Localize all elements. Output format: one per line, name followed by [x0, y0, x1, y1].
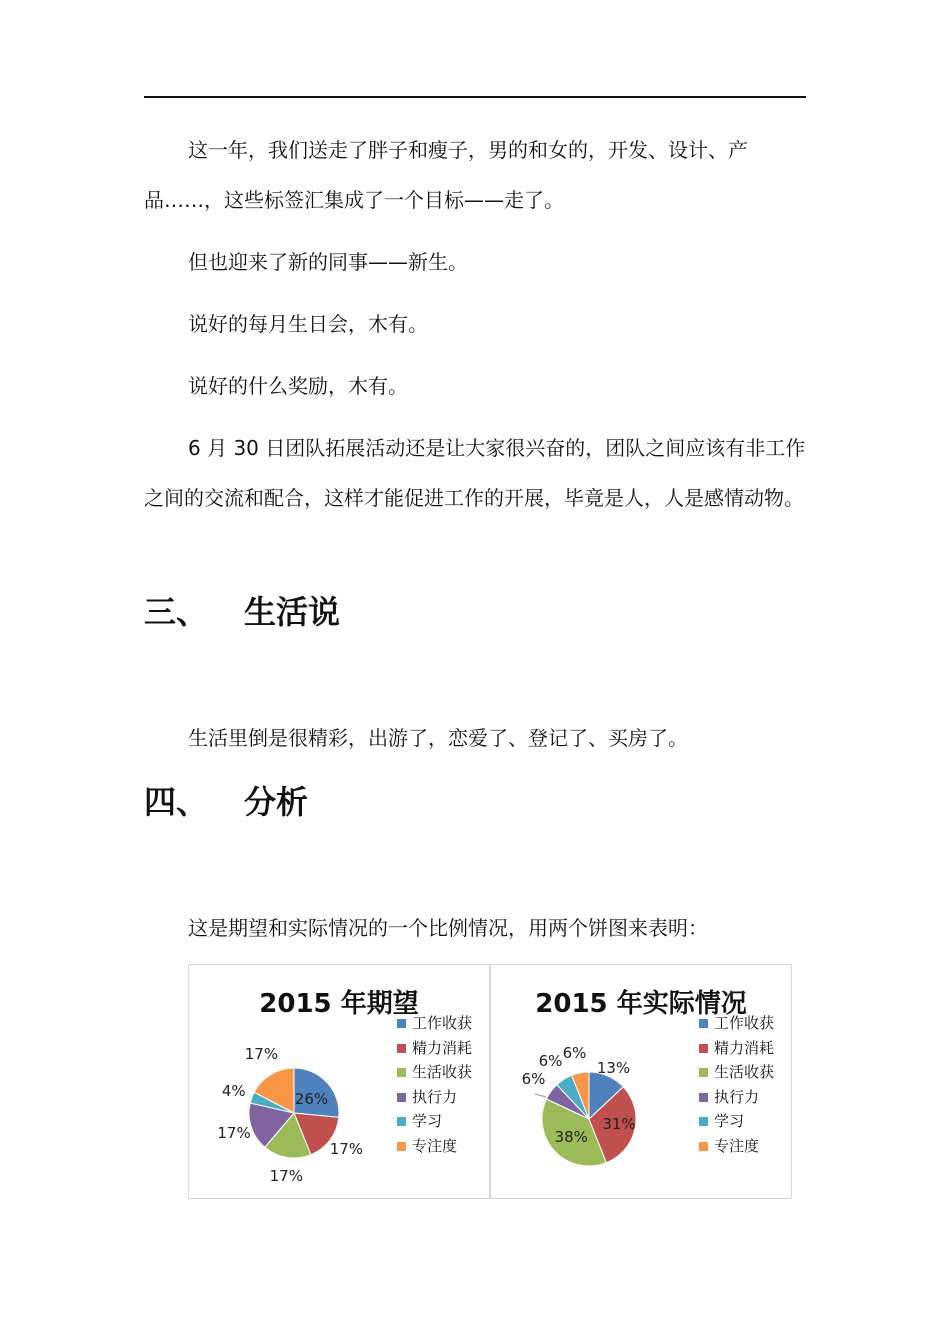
legend-label: 生活收获 — [714, 1063, 775, 1082]
chart-title: 2015 年实际情况 — [535, 989, 747, 1019]
legend-item — [699, 1085, 774, 1110]
legend-item — [397, 1060, 472, 1085]
legend-item — [699, 1060, 774, 1085]
pie-label-6: 17% — [244, 1044, 279, 1063]
section-title: 生活说 — [244, 593, 341, 631]
legend-item — [397, 1134, 472, 1159]
legend-item — [397, 1011, 472, 1036]
legend-item — [699, 1109, 774, 1134]
legend-label: 专注度 — [714, 1136, 760, 1155]
paragraph-reward: 说好的什么奖励，木有。 — [188, 374, 408, 398]
legend-swatch — [699, 1117, 708, 1126]
legend-swatch — [397, 1068, 406, 1077]
legend-label: 学习 — [714, 1112, 745, 1131]
legend-item — [699, 1134, 774, 1159]
pie-label-2: 31% — [602, 1115, 636, 1134]
chart-title: 2015 年期望 — [259, 989, 419, 1019]
chart-legend — [397, 1011, 472, 1159]
section-title: 分析 — [244, 783, 309, 821]
legend-swatch — [397, 1142, 406, 1151]
legend-swatch — [699, 1093, 708, 1102]
legend-item — [699, 1011, 774, 1036]
legend-swatch — [699, 1068, 708, 1077]
pie-label-5: 6% — [538, 1051, 563, 1070]
pie-label-3: 17% — [269, 1167, 303, 1186]
legend-item — [397, 1109, 472, 1134]
pie-label-5: 4% — [221, 1081, 246, 1100]
legend-swatch — [397, 1117, 406, 1126]
leader-line — [535, 1094, 546, 1097]
legend-label: 精力消耗 — [714, 1038, 775, 1057]
pie-chart-actual — [490, 964, 792, 1199]
pie-label-1: 13% — [596, 1058, 631, 1077]
pie-label-2: 17% — [329, 1140, 364, 1159]
paragraph-farewell: 这一年，我们送走了胖子和瘦子，男的和女的，开发、设计、产品……，这些标签汇集成了一个目标——走了。 — [144, 138, 748, 212]
section-number: 三、 — [144, 593, 209, 631]
legend-swatch — [397, 1019, 406, 1028]
section-heading-analysis — [144, 782, 308, 822]
pie-label-6: 6% — [562, 1044, 587, 1063]
legend-swatch — [397, 1093, 406, 1102]
paragraph-welcome: 但也迎来了新的同事——新生。 — [188, 250, 468, 274]
legend-label: 学习 — [412, 1112, 443, 1131]
legend-label: 精力消耗 — [412, 1038, 473, 1057]
legend-label: 工作收获 — [714, 1014, 775, 1032]
pie-label-3: 38% — [554, 1128, 588, 1147]
paragraph-birthday: 说好的每月生日会，木有。 — [188, 312, 428, 336]
pie-label-4: 17% — [217, 1123, 251, 1142]
legend-item — [397, 1036, 472, 1061]
legend-label: 工作收获 — [412, 1014, 473, 1032]
legend-swatch — [397, 1044, 406, 1053]
paragraph-chart-intro: 这是期望和实际情况的一个比例情况，用两个饼图来表明： — [188, 916, 708, 940]
pie-label-4: 6% — [521, 1070, 546, 1089]
legend-swatch — [699, 1142, 708, 1151]
chart-legend — [699, 1011, 774, 1159]
section-number: 四、 — [144, 783, 209, 821]
section-heading-life — [144, 592, 340, 632]
legend-label: 执行力 — [412, 1087, 458, 1106]
legend-item — [699, 1036, 774, 1061]
legend-label: 生活收获 — [412, 1063, 473, 1082]
legend-item — [397, 1085, 472, 1110]
pie-chart-expectation — [188, 964, 490, 1199]
paragraph-life: 生活里倒是很精彩，出游了，恋爱了、登记了、买房了。 — [188, 726, 688, 750]
paragraph-team-activity: 6 月 30 日团队拓展活动还是让大家很兴奋的，团队之间应该有非工作之间的交流和配合，这样才能促进工作的开展，毕竟是人，人是感情动物。 — [144, 436, 806, 510]
page-number: 3 — [883, 1228, 914, 1284]
pie-label-1: 26% — [294, 1089, 329, 1108]
legend-label: 执行力 — [714, 1087, 760, 1106]
legend-swatch — [699, 1019, 708, 1028]
legend-label: 专注度 — [412, 1136, 458, 1155]
header-rule — [144, 96, 806, 98]
legend-swatch — [699, 1044, 708, 1053]
